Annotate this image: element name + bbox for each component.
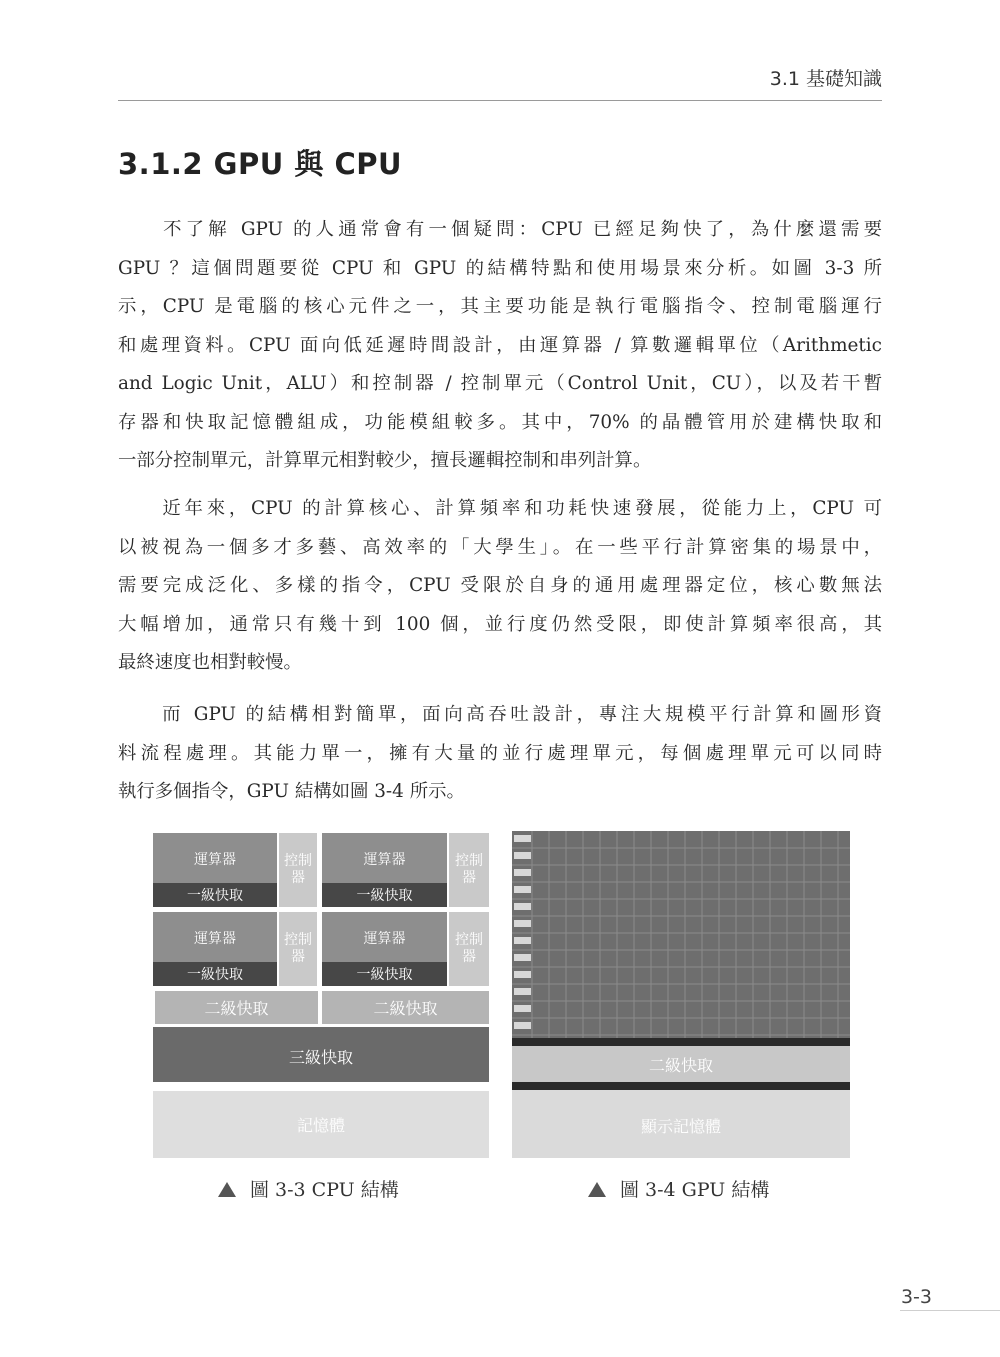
gpu-caption-text: 圖 3-4 GPU 結構 (620, 1179, 770, 1201)
cpu-caption-text: 圖 3-3 CPU 結構 (250, 1179, 399, 1201)
paragraph-3 (118, 696, 882, 812)
gpu-control-strip (514, 954, 531, 961)
memory-block: 記憶體 (153, 1091, 489, 1158)
text-line: 需要完成泛化、多樣的指令，CPU 受限於自身的通用處理器定位，核心數無法 (118, 575, 882, 596)
gpu-control-strip (514, 920, 531, 927)
gpu-control-strip (514, 937, 531, 944)
section-title: 3.1.2 GPU 與 CPU (118, 147, 403, 181)
gpu-core-grid (512, 831, 850, 1041)
header-rule (118, 100, 882, 101)
text-line: 而 GPU 的結構相對簡單，面向高吞吐設計，專注大規模平行計算和圖形資 (118, 704, 882, 725)
text-line: 示，CPU 是電腦的核心元件之一，其主要功能是執行電腦指令、控制電腦運行 (118, 296, 882, 317)
gpu-control-strip (514, 869, 531, 876)
cpu-figure-caption (218, 1175, 399, 1202)
control-unit-label: 控制器 (284, 932, 312, 965)
control-unit-block (449, 833, 489, 907)
footer-rule (900, 1310, 1000, 1311)
text-line: 執行多個指令，GPU 結構如圖 3-4 所示。 (118, 781, 465, 802)
alu-block: 運算器 (322, 833, 447, 883)
text-line: GPU ？這個問題要從 CPU 和 GPU 的結構特點和使用場景來分析。如圖 3-3 所 (118, 257, 882, 279)
alu-block: 運算器 (153, 833, 277, 883)
gpu-figure-caption (588, 1175, 769, 1202)
triangle-icon (218, 1182, 236, 1197)
l3-cache-block: 三級快取 (153, 1027, 489, 1082)
gpu-control-strip (514, 903, 531, 910)
l1-cache-block: 一級快取 (153, 883, 277, 907)
text-line: 最終速度也相對較慢。 (118, 652, 302, 673)
l2-cache-block: 二級快取 (322, 991, 489, 1024)
text-line: 大幅增加，通常只有幾十到 100 個，並行度仍然受限，即使計算頻率很高，其 (118, 613, 882, 635)
gpu-control-strip (514, 852, 531, 859)
divider-bar (512, 1038, 850, 1046)
control-unit-block (279, 833, 317, 907)
gpu-control-strip (514, 835, 531, 842)
gpu-control-strip (514, 1005, 531, 1012)
l1-cache-block: 一級快取 (153, 962, 277, 986)
l1-cache-block: 一級快取 (322, 962, 447, 986)
gpu-control-strip (514, 988, 531, 995)
l1-cache-block: 一級快取 (322, 883, 447, 907)
gpu-l2-cache-block: 二級快取 (512, 1046, 850, 1082)
triangle-icon (588, 1182, 606, 1197)
running-head: 3.1 基礎知識 (769, 68, 882, 90)
text-line: 和處理資料。CPU 面向低延遲時間設計，由運算器 / 算數邏輯單位（Arithmetic (118, 334, 882, 356)
text-line: and Logic Unit，ALU）和控制器 / 控制單元（Control Unit，CU），以及若干暫 (118, 373, 882, 394)
text-line: 一部分控制單元，計算單元相對較少，擅長邏輯控制和串列計算。 (118, 450, 652, 471)
page-number: 3-3 (900, 1286, 932, 1308)
paragraph-2 (118, 490, 882, 683)
alu-block: 運算器 (322, 912, 447, 962)
paragraph-1 (118, 211, 882, 481)
text-line: 不了解 GPU 的人通常會有一個疑問：CPU 已經足夠快了，為什麼還需要 (118, 219, 882, 240)
text-line: 近年來，CPU 的計算核心、計算頻率和功耗快速發展，從能力上，CPU 可 (118, 498, 882, 519)
text-line: 料流程處理。其能力單一，擁有大量的並行處理單元，每個處理單元可以同時 (118, 742, 882, 764)
alu-block: 運算器 (153, 912, 277, 962)
text-line: 以被視為一個多才多藝、高效率的「大學生」。在一些平行計算密集的場景中， (118, 536, 882, 558)
control-unit-block (449, 912, 489, 986)
control-unit-label: 控制器 (455, 853, 483, 886)
divider-bar (512, 1082, 850, 1090)
l2-cache-block: 二級快取 (155, 991, 318, 1024)
text-line: 存器和快取記憶體組成，功能模組較多。其中，70% 的晶體管用於建構快取和 (118, 411, 882, 433)
control-unit-label: 控制器 (284, 853, 312, 886)
control-unit-label: 控制器 (455, 932, 483, 965)
gpu-control-strip (514, 886, 531, 893)
gpu-control-strip (514, 1022, 531, 1029)
control-unit-block (279, 912, 317, 986)
gpu-control-strip (514, 971, 531, 978)
gpu-memory-block: 顯示記憶體 (512, 1090, 850, 1158)
